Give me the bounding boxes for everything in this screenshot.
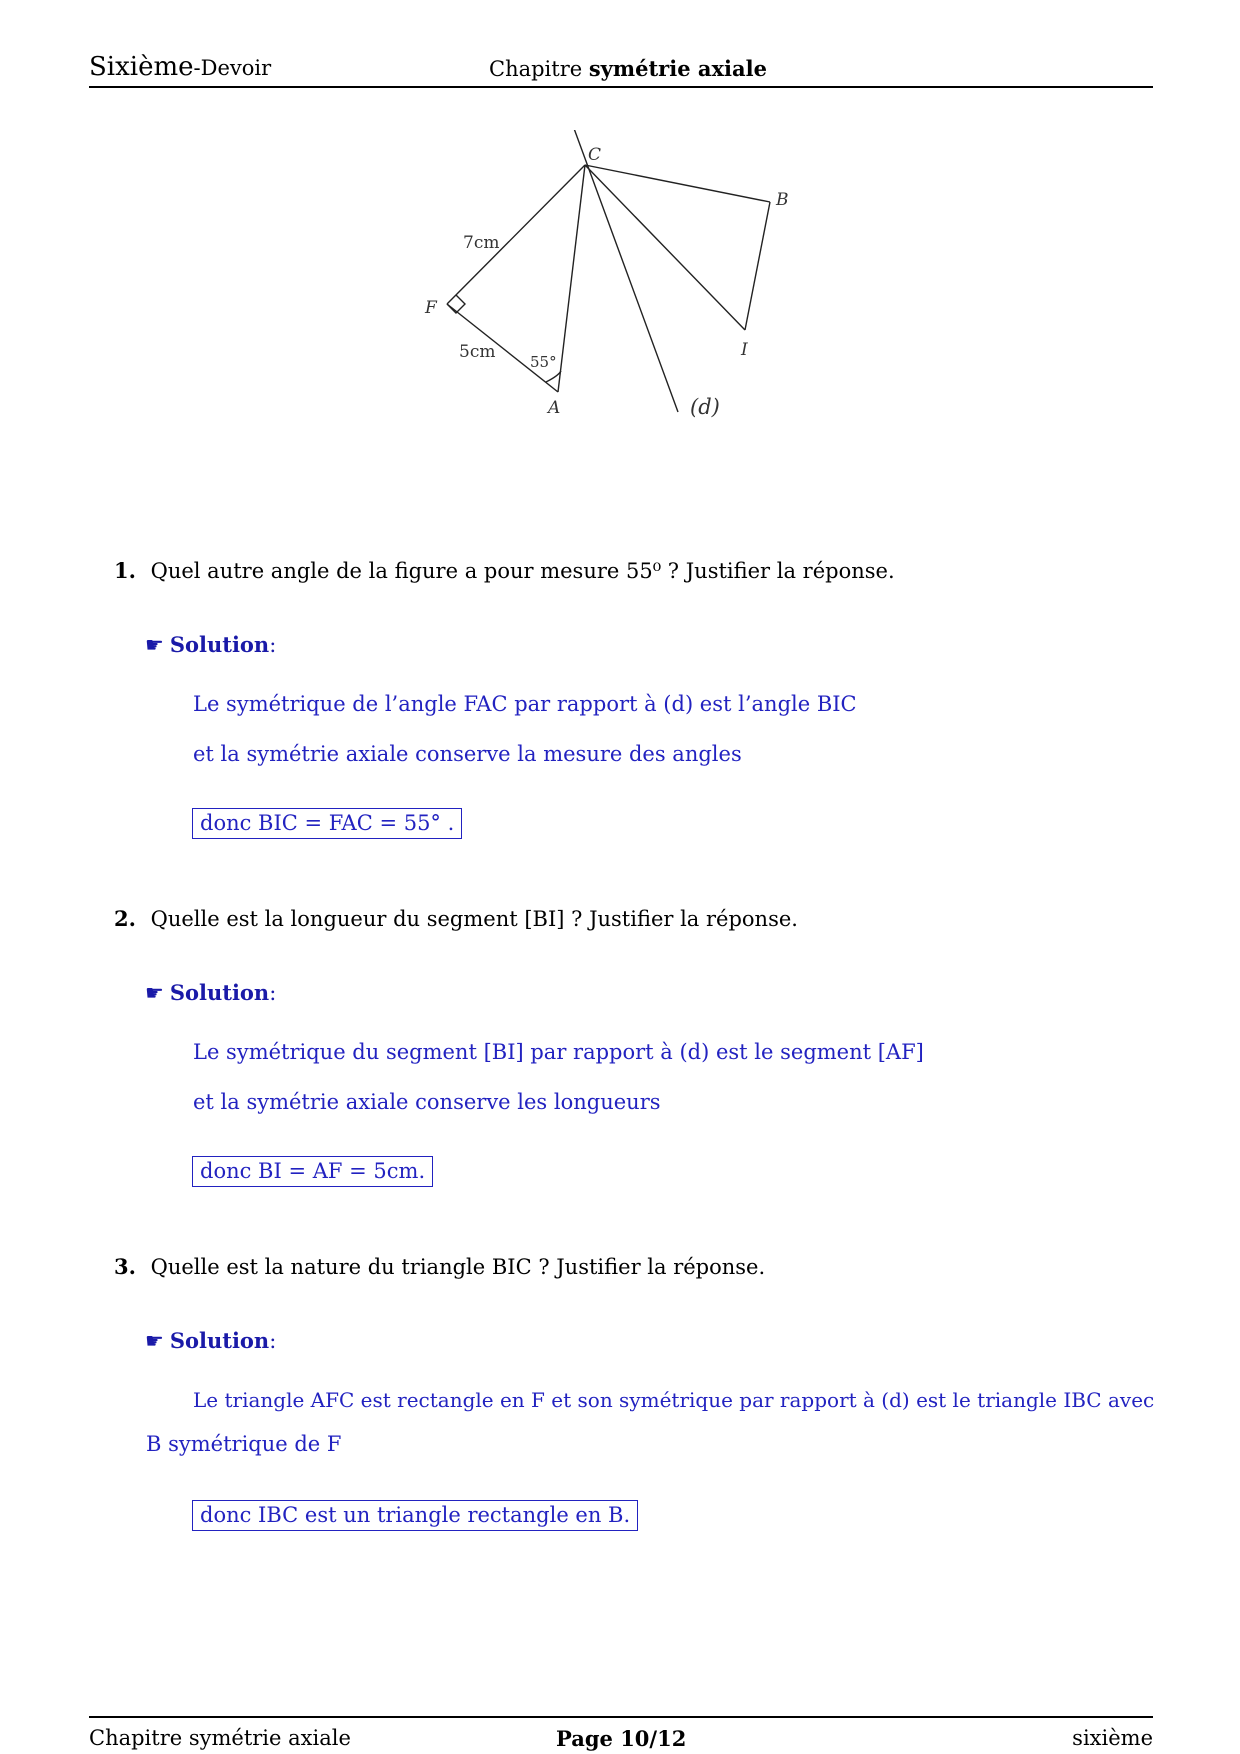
conclusion-box-1: donc BIC = FAC = 55° .	[192, 808, 462, 839]
label-a: A	[548, 398, 561, 418]
pointing-hand-icon: ☛	[145, 981, 164, 1005]
solution-3-line-1: Le triangle AFC est rectangle en F et son symétrique par rapport à (d) est le triangle IBC avec	[193, 1388, 1155, 1412]
page-number: Page 10/12	[556, 1726, 687, 1751]
solution-3-line-2: B symétrique de F	[146, 1432, 342, 1456]
header-chapter-prefix: Chapitre	[489, 57, 589, 81]
label-angle-55: 55°	[530, 353, 557, 371]
question-3	[114, 1254, 765, 1279]
footer-level: sixième	[1072, 1726, 1153, 1750]
label-b: B	[776, 190, 789, 210]
question-number: 2.	[114, 906, 136, 931]
header-doc-type: -Devoir	[193, 56, 272, 80]
label-c: C	[588, 145, 602, 165]
question-1	[114, 558, 895, 583]
header-chapter-name: symétrie axiale	[588, 56, 767, 81]
solution-2-line-2: et la symétrie axiale conserve les longueurs	[193, 1090, 661, 1114]
segment-ic	[585, 165, 745, 330]
solution-1-line-1: Le symétrique de l’angle FAC par rapport à (d) est l’angle BIC	[193, 692, 857, 716]
footer-chapter: Chapitre symétrie axiale	[89, 1726, 351, 1750]
question-2	[114, 906, 798, 931]
geometry-figure	[415, 130, 835, 470]
solution-heading-3: ☛ Solution:	[145, 1328, 277, 1353]
solution-2-line-1: Le symétrique du segment [BI] par rapport à (d) est le segment [AF]	[193, 1040, 924, 1064]
header-title	[89, 52, 271, 82]
question-text: Quelle est la longueur du segment [BI] ? Justifier la réponse.	[150, 907, 798, 931]
segment-bi	[745, 202, 770, 330]
question-text: Quelle est la nature du triangle BIC ? Justifier la réponse.	[150, 1255, 766, 1279]
solution-1-line-2: et la symétrie axiale conserve la mesure des angles	[193, 742, 742, 766]
question-number: 3.	[114, 1254, 136, 1279]
solution-label: Solution	[169, 632, 270, 657]
solution-heading-2: ☛ Solution:	[145, 980, 277, 1005]
segment-ac	[558, 165, 585, 392]
conclusion-box-2: donc BI = AF = 5cm.	[192, 1156, 433, 1187]
label-f: F	[425, 298, 437, 318]
label-d: (d)	[690, 395, 720, 419]
pointing-hand-icon: ☛	[145, 1329, 164, 1353]
segment-cb	[585, 165, 770, 202]
label-length-cf: 7cm	[463, 233, 500, 253]
pointing-hand-icon: ☛	[145, 633, 164, 657]
page-footer	[89, 1716, 1153, 1754]
conclusion-box-3: donc IBC est un triangle rectangle en B.	[192, 1500, 638, 1531]
page-header	[89, 50, 1153, 88]
solution-label: Solution	[169, 980, 270, 1005]
question-number: 1.	[114, 558, 136, 583]
header-level: Sixième	[89, 52, 194, 82]
solution-label: Solution	[169, 1328, 270, 1353]
question-text: Quel autre angle de la figure a pour mesure 55⁰ ? Justifier la réponse.	[150, 559, 895, 583]
label-i: I	[741, 340, 748, 360]
label-length-fa: 5cm	[459, 342, 496, 362]
header-chapter	[489, 56, 767, 81]
solution-heading-1: ☛ Solution:	[145, 632, 277, 657]
